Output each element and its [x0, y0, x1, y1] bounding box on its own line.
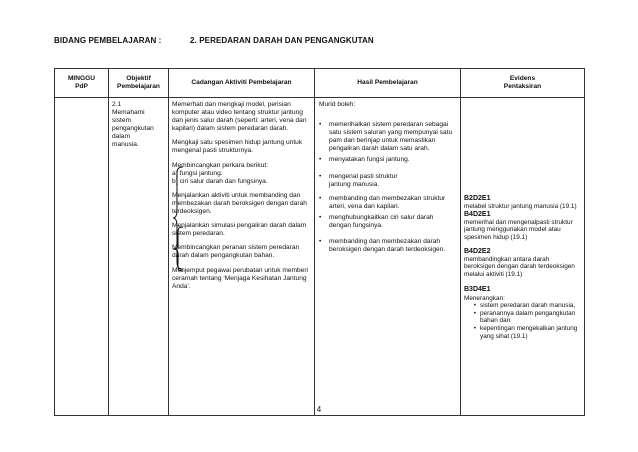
objective-line: sistem — [112, 117, 132, 125]
evidence-item-text: sistem peredaran darah manusia, — [480, 302, 576, 310]
outcome-text: menghubungkaitkan ciri salur darah dengan fungsinya. — [329, 213, 434, 230]
outcome-item — [319, 214, 457, 230]
evidence-item — [464, 310, 581, 325]
outcome-item — [319, 173, 457, 181]
outcome-text: membanding dan membezakan struktur arteri, vena dan kapilari. — [329, 194, 446, 210]
page-number: 4 — [316, 405, 322, 414]
bullet-icon: • — [319, 156, 322, 164]
outcome-item — [319, 195, 457, 211]
evidence-item-text: kepentingan mengekalkan jantung yang sihat (19.1) — [480, 324, 578, 340]
outcome-item — [319, 121, 457, 153]
activity-item: b) ciri salur darah dan fungsinya. — [172, 177, 268, 185]
header-objektif-line1: Objektif — [126, 74, 151, 82]
table-row — [55, 98, 585, 416]
header-minggu-line2: PdP — [75, 83, 88, 90]
header-evidens-line2: Pentaksiran — [503, 83, 542, 90]
evidence-cell — [461, 98, 585, 416]
objective-number: 2.1 — [112, 101, 122, 108]
objective-line: pengangkutan — [112, 125, 154, 133]
section-label: BIDANG PEMBELAJARAN : — [54, 36, 162, 45]
evidence-item-text: peranannya dalam pengangkutan bahan dan — [480, 309, 576, 325]
evidence-code: B4D2E2 — [464, 247, 491, 255]
evidence-text: membandingkan antara darah beroksigen dengan darah terdeoksigen melalui aktiviti (19.1) — [464, 255, 575, 278]
outcomes-intro: Murid boleh: — [319, 101, 356, 108]
bullet-icon: • — [473, 309, 476, 317]
outcome-item — [319, 156, 457, 164]
outcome-text: memerihalkan sistem peredaran sebagai satu sistem saluran yang mempunyai satu pam dan berinjap untuk memastikan pengaliran darah dalam satu arah. — [329, 121, 453, 153]
activity-item: Menjalankan aktiviti untuk membanding dan membezakan darah beroksigen dengan darah terdeoksigen. — [172, 191, 307, 216]
activity-item: Menjalankan simulasi pengaliran darah dalam sistem peredaran. — [172, 222, 307, 238]
activity-item: Membincangkan perkara berikut: — [172, 161, 269, 169]
activities-cell — [169, 98, 315, 416]
evidence-item — [464, 302, 581, 310]
outcome-text: menyatakan fungsi jantung. — [329, 156, 410, 164]
bullet-icon: • — [473, 302, 476, 310]
header-objektif — [109, 69, 169, 98]
outcome-continuation: jantung manusia. — [329, 180, 380, 188]
objective-cell — [109, 98, 169, 416]
outcomes-cell — [315, 98, 461, 416]
activity-item: Mengkaji satu spesimen hidup jantung untuk mengenal pasti strukturnya. — [172, 139, 303, 155]
evidence-intro: Menerangkan: — [464, 294, 505, 302]
evidence-code: B2D2E1 — [464, 195, 491, 202]
bullet-icon: • — [473, 324, 476, 332]
curly-brace-icon — [172, 226, 184, 272]
section-title: 2. PEREDARAN DARAH DAN PENGANGKUTAN — [190, 36, 374, 45]
bullet-icon: • — [319, 172, 322, 180]
activity-item: Memerhati dan mengkaji model, perisian komputer atau video tentang struktur jantung dan jenis salur darah (seperti: arteri, vena dan kapilari) dalam sistem peredaran darah. — [172, 101, 307, 133]
activity-item: Membincangkan peranan sistem peredaran darah dalam pengangkutan bahan. — [172, 244, 300, 260]
activity-item: Menjemput pegawai perubatan untuk memberi ceramah tentang ‘Menjaga Kesihatan Jantung Anda’. — [172, 266, 308, 290]
header-objektif-line2: Pembelajaran — [117, 83, 160, 90]
objective-line: Memahami — [112, 109, 145, 117]
lesson-plan-table — [54, 68, 585, 416]
activity-item: a) fungsi jantung. — [172, 169, 223, 177]
evidence-text: memerihal dan mengenalpasti struktur jantung menggunakan model atau spesimen hidup (19.1) — [464, 218, 573, 241]
evidence-item — [464, 325, 581, 340]
header-minggu-line1: MINGGU — [67, 74, 96, 82]
evidence-text: melabel struktur jantung manusia (19.1) — [464, 203, 577, 211]
header-hasil: Hasil Pembelajaran — [315, 69, 461, 98]
table-header-row — [55, 69, 585, 98]
outcome-item — [319, 238, 457, 254]
header-minggu — [55, 69, 109, 98]
header-aktiviti: Cadangan Aktiviti Pembelajaran — [169, 69, 315, 98]
bullet-icon: • — [319, 238, 322, 246]
header-evidens — [461, 69, 585, 98]
outcome-text: membanding dan membezakan darah beroksigen dengan darah terdeoksigen. — [329, 238, 446, 254]
objective-line: dalam — [112, 133, 130, 141]
bullet-icon: • — [319, 194, 322, 202]
outcome-text: mengenal pasti struktur — [329, 172, 398, 180]
minggu-cell — [55, 98, 109, 416]
evidence-code: B3D4E1 — [464, 286, 491, 294]
header-evidens-line1: Evidens — [509, 74, 536, 82]
bullet-icon: • — [319, 213, 322, 221]
evidence-code: B4D2E1 — [464, 210, 491, 218]
objective-line: manusia. — [112, 141, 139, 149]
bullet-icon: • — [319, 121, 322, 129]
